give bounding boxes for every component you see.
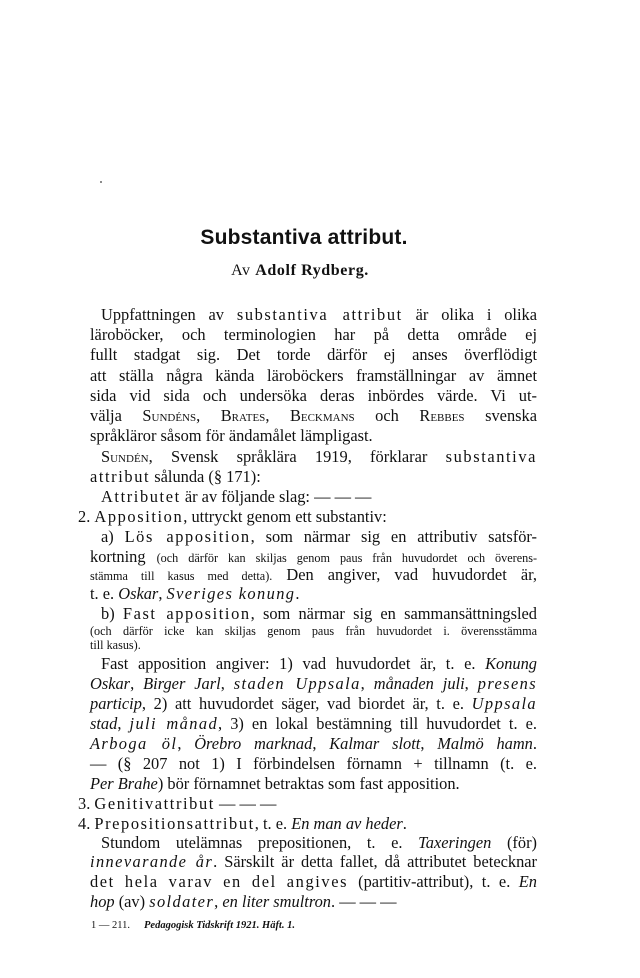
- text-line: språkläror såsom för ändamålet lämpligast.: [90, 426, 373, 445]
- text-line: Uppfattningen av substantiva attribut är olika i olika: [101, 305, 537, 324]
- printer-signature: 1 — 211.: [91, 920, 130, 931]
- text-line: Fast apposition angiver: 1) vad huvudordet är, t. e. Konung: [101, 654, 537, 673]
- text-line: innevarande år. Särskilt är detta fallet, då attributet betecknar: [90, 852, 537, 871]
- text-line: Arboga öl, Örebro marknad, Kalmar slott, Malmö hamn.: [90, 734, 537, 753]
- text-line: t. e. Oskar, Sveriges konung.: [90, 584, 300, 603]
- text-line: till kasus).: [90, 638, 141, 652]
- text-line: stad, juli månad, 3) en lokal bestämning till huvudordet t. e.: [90, 714, 537, 733]
- byline-prefix: Av: [231, 262, 251, 279]
- text-line: Sundén, Svensk språklära 1919, förklarar substantiva: [101, 447, 537, 466]
- text-line: Per Brahe) bör förnamnet betraktas som fast apposition.: [90, 774, 460, 793]
- text-line: Stundom utelämnas prepositionen, t. e. Taxeringen (för): [101, 833, 537, 852]
- text-line: välja Sundéns, Brates, Beckmans och Rebbes svenska: [90, 406, 537, 425]
- text-line: (och därför icke kan skiljas genom paus från huvudordet i. överensstämma: [90, 624, 537, 638]
- text-line: particip, 2) att huvudordet säger, vad biordet är, t. e. Uppsala: [90, 694, 537, 713]
- list-item: 3. Genitivattribut — — —: [78, 794, 277, 813]
- list-item: 4. Prepositionsattribut, t. e. En man av heder.: [78, 814, 407, 833]
- text-line: fullt stadgat sig. Det torde därför ej anses överflödigt: [90, 345, 537, 364]
- journal-reference: Pedagogisk Tidskrift 1921. Häft. 1.: [144, 920, 295, 931]
- text-line: attribut sålunda (§ 171):: [90, 467, 261, 486]
- page-footer: [91, 920, 295, 931]
- text-line: det hela varav en del angives (partitiv-attribut), t. e. En: [90, 872, 537, 891]
- text-line: a) Lös apposition, som närmar sig en attributiv satsför-: [101, 527, 537, 546]
- article-byline: [0, 262, 600, 280]
- text-line: Oskar, Birger Jarl, staden Uppsala, månaden juli, presens: [90, 674, 537, 693]
- text-line: kortning (och därför kan skiljas genom paus från huvudordet och överens-: [90, 547, 538, 566]
- scan-speck: [100, 181, 102, 183]
- text-line: stämma till kasus med detta). Den angiver, vad huvudordet är,: [90, 565, 537, 584]
- text-line: sida vid sida och undersöka deras inbördes värde. Vi ut-: [90, 386, 537, 405]
- article-title: Substantiva attribut.: [200, 226, 408, 249]
- text-line: — (§ 207 not 1) I förbindelsen förnamn + tillnamn (t. e.: [90, 754, 537, 773]
- text-line: hop (av) soldater, en liter smultron. — — —: [90, 892, 397, 911]
- author-name: Adolf Rydberg.: [255, 262, 369, 279]
- text-line: läroböcker, och terminologien har på detta område ej: [90, 325, 537, 344]
- text-line: att ställa några kända läroböckers framställningar av ämnet: [90, 366, 537, 385]
- text-line: b) Fast apposition, som närmar sig en sammansättningsled: [101, 604, 537, 623]
- list-item: 2. Apposition, uttryckt genom ett substantiv:: [78, 507, 387, 526]
- text-line: Attributet är av följande slag: — — —: [101, 487, 372, 506]
